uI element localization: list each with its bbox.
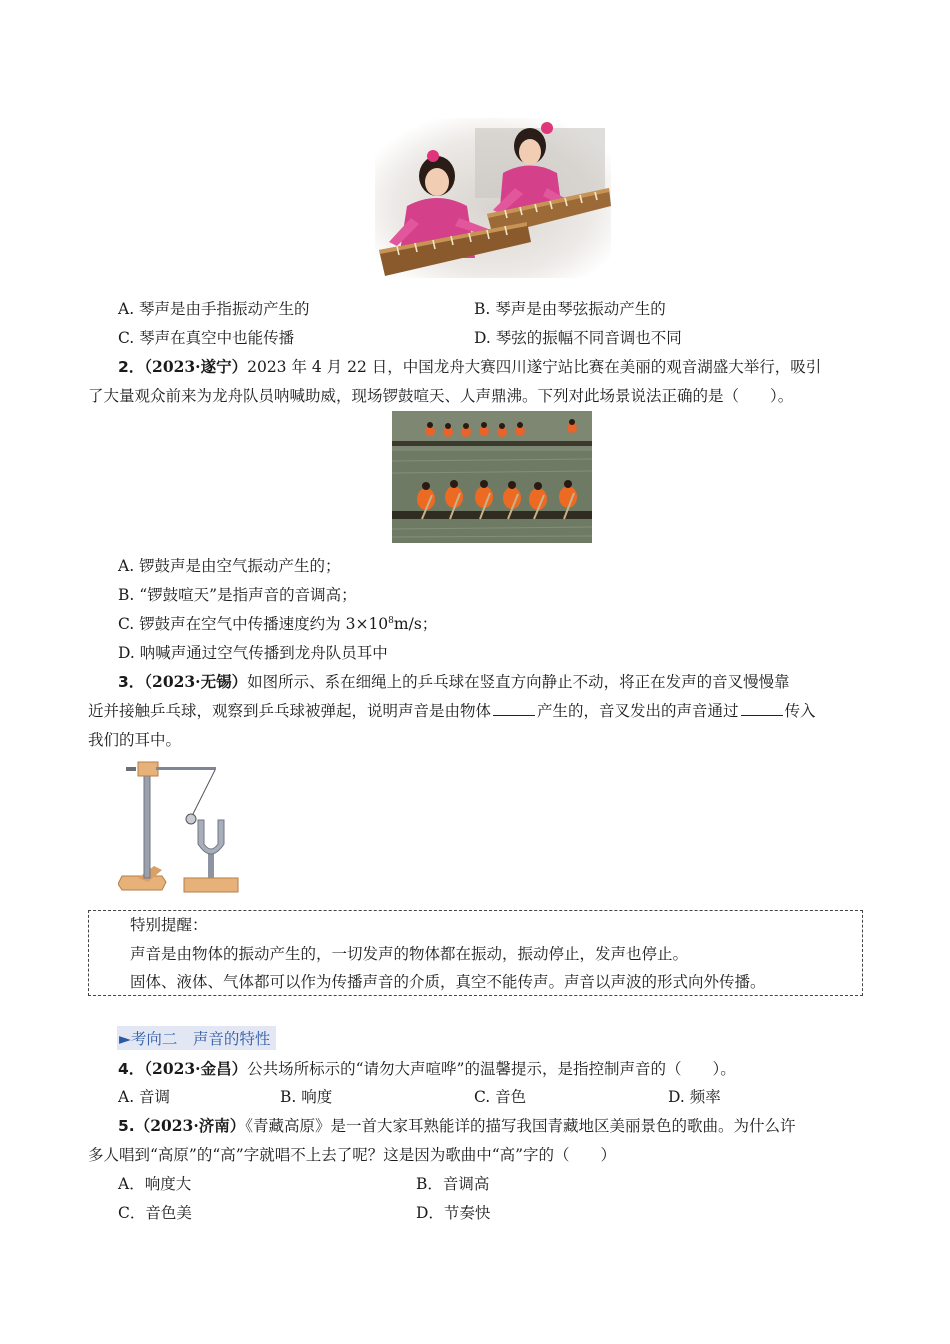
q2-stem-line1: [118, 355, 821, 377]
q2-option-b: B. “锣鼓喧天”是指声音的音调高；: [118, 586, 357, 604]
q2-option-c: [118, 612, 437, 634]
tuning-fork-figure: [118, 758, 242, 896]
q5-option-c: C．音色美: [118, 1204, 192, 1222]
q2-stem-line2: 了大量观众前来为龙舟队员呐喊助威，现场锣鼓喧天、人声鼎沸。下列对此场景说法正确的是（ ）。: [88, 387, 794, 405]
q5-option-d: D．节奏快: [416, 1204, 491, 1222]
q4-stem: [118, 1057, 736, 1079]
q1-option-b: B. 琴声是由琴弦振动产生的: [474, 300, 666, 318]
q4-number: 4．: [118, 1060, 145, 1078]
q5-text-line1: 《青藏高原》是一首大家耳熟能详的描写我国青藏地区美丽景色的歌曲。为什么许: [245, 1117, 796, 1135]
section-title: 考向二 声音的特性: [130, 1030, 271, 1048]
q2-option-d: D. 呐喊声通过空气传播到龙舟队员耳中: [118, 644, 388, 662]
q4-option-b: B. 响度: [280, 1088, 333, 1106]
q5-source: （2023·济南）: [134, 1116, 246, 1135]
q1-option-a: A. 琴声是由手指振动产生的: [118, 300, 310, 318]
q4-option-c: C. 音色: [474, 1088, 527, 1106]
q2-source: （2023·遂宁）: [144, 357, 248, 376]
q5-stem-line1: [118, 1114, 796, 1136]
q3-source: （2023·无锡）: [144, 672, 248, 691]
q2-option-c-exponent: 8: [388, 615, 394, 626]
q3-text-line2a: 近并接触乒乓球，观察到乒乓球被弹起，说明声音是由物体: [88, 702, 492, 720]
q3-text-line2c: 传入: [784, 702, 816, 720]
tip-line-1: 声音是由物体的振动产生的，一切发声的物体都在振动，振动停止，发声也停止。: [130, 945, 689, 963]
q3-stem-line3: 我们的耳中。: [88, 731, 182, 749]
q5-option-b: B．音调高: [416, 1175, 490, 1193]
q2-text-line1: 2023 年 4 月 22 日，中国龙舟大赛四川遂宁站比赛在美丽的观音湖盛大举行，吸引: [247, 358, 822, 376]
section-header: [117, 1026, 276, 1050]
q5-option-a: A．响度大: [118, 1175, 192, 1193]
q3-blank-1[interactable]: [493, 714, 535, 716]
q3-number: 3．: [118, 673, 145, 691]
q3-blank-2[interactable]: [741, 714, 783, 716]
q5-stem-line2: 多人唱到“高原”的“高”字就唱不上去了呢？这是因为歌曲中“高”字的（ ）: [88, 1146, 617, 1164]
tip-line-2: 固体、液体、气体都可以作为传播声音的介质，真空不能传声。声音以声波的形式向外传播。: [130, 973, 766, 991]
q2-number: 2．: [118, 358, 145, 376]
q1-option-d: D. 琴弦的振幅不同音调也不同: [474, 329, 682, 347]
q3-text-line2b: 产生的，音叉发出的声音通过: [537, 702, 739, 720]
q4-text: 公共场所标示的“请勿大声喧哗”的温馨提示，是指控制声音的（ ）。: [247, 1060, 736, 1078]
q4-option-d: D. 频率: [668, 1088, 721, 1106]
q2-option-c-text: C. 锣鼓声在空气中传播速度约为 3×10: [118, 615, 389, 633]
q1-option-c: C. 琴声在真空中也能传播: [118, 329, 295, 347]
q3-stem-line2: [88, 699, 816, 721]
guzheng-girls-figure: [375, 118, 611, 278]
q2-option-c-unit: m/s；: [393, 615, 438, 633]
q2-option-a: A. 锣鼓声是由空气振动产生的；: [118, 557, 341, 575]
dragon-boat-figure: [392, 411, 592, 543]
tip-title: 特别提醒：: [130, 916, 208, 934]
q5-number: 5.: [118, 1117, 135, 1135]
q4-source: （2023·金昌）: [144, 1059, 248, 1078]
section-arrow-icon: ►: [119, 1030, 131, 1048]
q3-stem-line1: [118, 670, 790, 692]
q3-text-line1: 如图所示、系在细绳上的乒乓球在竖直方向静止不动，将正在发声的音叉慢慢靠: [247, 673, 790, 691]
q4-option-a: A. 音调: [118, 1088, 171, 1106]
